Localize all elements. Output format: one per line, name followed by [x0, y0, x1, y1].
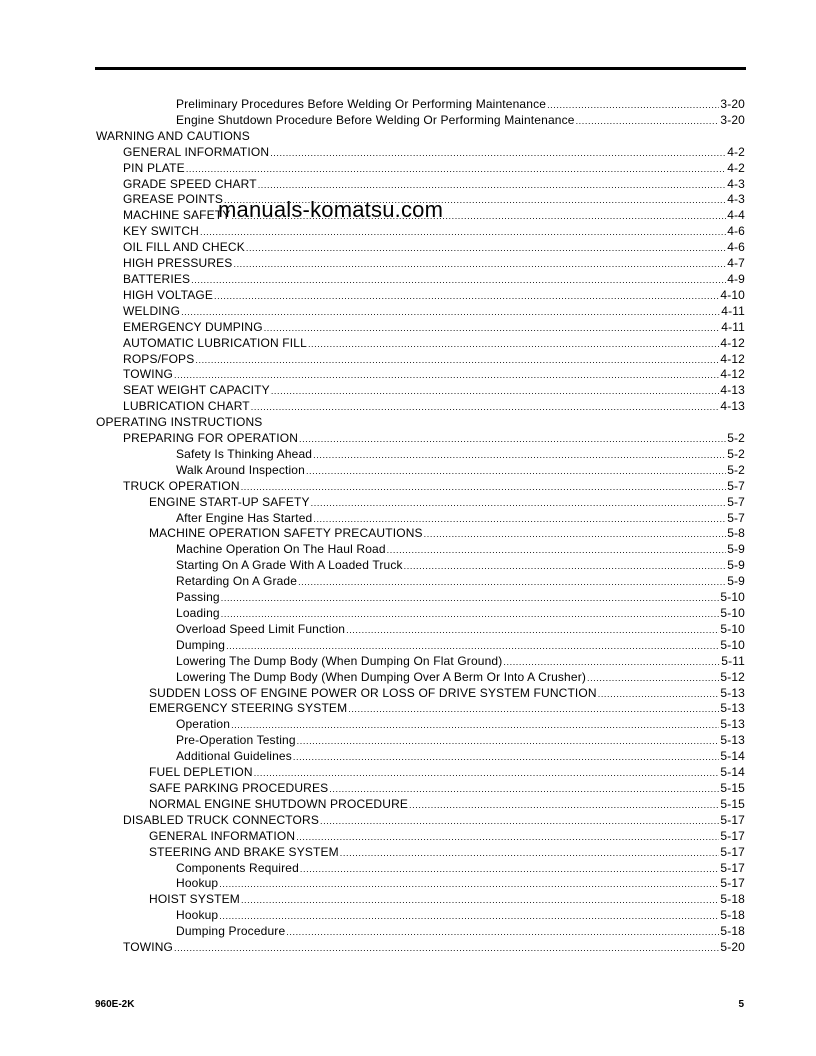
toc-entry-title: TRUCK OPERATION [123, 478, 240, 493]
dot-leader [241, 479, 727, 496]
toc-entry-page: 4-11 [721, 319, 745, 334]
dot-leader [219, 908, 719, 925]
toc-entry[interactable] [96, 590, 745, 606]
dot-leader [340, 845, 720, 862]
toc-entry-page: 4-2 [727, 144, 745, 159]
toc-entry-title: Dumping [176, 637, 226, 652]
dot-leader [311, 495, 727, 512]
toc-entry[interactable] [96, 479, 745, 495]
dot-leader [293, 749, 719, 766]
toc-entry-page: 4-12 [720, 335, 745, 350]
toc-entry-page: 5-7 [727, 510, 745, 525]
toc-entry-title: SUDDEN LOSS OF ENGINE POWER OR LOSS OF DRIVE SYSTEM FUNCTION [149, 685, 597, 700]
toc-entry[interactable] [96, 272, 745, 288]
toc-entry-title: Walk Around Inspection [176, 462, 305, 477]
toc-entry-page: 5-18 [720, 908, 745, 923]
toc-entry[interactable] [96, 574, 745, 590]
toc-entry[interactable] [96, 431, 745, 447]
toc-entry[interactable] [96, 542, 745, 558]
toc-entry-page: 5-2 [727, 431, 745, 446]
toc-entry[interactable] [96, 797, 745, 813]
toc-entry-page: 5-2 [727, 446, 745, 461]
toc-entry-title: SEAT WEIGHT CAPACITY [123, 383, 270, 398]
dot-leader [346, 622, 719, 639]
toc-entry-title: KEY SWITCH [123, 224, 199, 239]
toc-entry-title: WARNING AND CAUTIONS [96, 128, 250, 143]
toc-entry-page: 5-7 [727, 494, 745, 509]
dot-leader [200, 224, 726, 241]
dot-leader [233, 256, 726, 273]
toc-entry-page: 5-9 [727, 558, 745, 573]
toc-entry[interactable] [96, 622, 745, 638]
toc-entry[interactable] [96, 177, 745, 193]
toc-entry[interactable] [96, 336, 745, 352]
toc-entry-title: Components Required [176, 860, 299, 875]
toc-section-heading [96, 129, 745, 145]
footer-page-number: 5 [738, 999, 744, 1010]
watermark: manuals-komatsu.com [218, 197, 444, 222]
dot-leader [313, 447, 726, 464]
dot-leader [576, 113, 720, 130]
toc-entry-title: OPERATING INSTRUCTIONS [96, 415, 263, 430]
dot-leader [264, 320, 721, 337]
toc-entry-title: STEERING AND BRAKE SYSTEM [149, 844, 339, 859]
toc-entry-title: FUEL DEPLETION [149, 765, 253, 780]
toc-entry-page: 4-12 [720, 367, 745, 382]
toc-entry-page: 4-6 [727, 240, 745, 255]
toc-entry[interactable] [96, 765, 745, 781]
toc-entry[interactable] [96, 701, 745, 717]
toc-entry[interactable] [96, 892, 745, 908]
dot-leader [424, 526, 727, 543]
toc-entry[interactable] [96, 749, 745, 765]
toc-entry-title: PIN PLATE [123, 160, 185, 175]
toc-entry[interactable] [96, 97, 745, 113]
toc-entry-title: Preliminary Procedures Before Welding Or Performing Maintenance [176, 97, 547, 111]
dot-leader [308, 336, 719, 353]
dot-leader [270, 145, 726, 162]
toc-entry-title: Engine Shutdown Procedure Before Welding Or Performing Maintenance [176, 112, 575, 127]
toc-entry[interactable] [96, 463, 745, 479]
toc-entry-title: Safety Is Thinking Ahead [176, 446, 313, 461]
dot-leader [174, 940, 719, 957]
dot-leader [174, 367, 719, 384]
toc-entry[interactable] [96, 876, 745, 892]
dot-leader [306, 463, 726, 480]
dot-leader [296, 829, 719, 846]
toc-entry-title: DISABLED TRUCK CONNECTORS [123, 812, 320, 827]
toc-entry-page: 5-17 [720, 844, 745, 859]
toc-section-heading [96, 415, 745, 431]
dot-leader [251, 399, 720, 416]
table-of-contents [96, 97, 745, 956]
dot-leader [286, 924, 719, 941]
toc-entry-page: 4-6 [727, 224, 745, 239]
toc-entry-title: NORMAL ENGINE SHUTDOWN PROCEDURE [149, 796, 409, 811]
toc-entry-title: Starting On A Grade With A Loaded Truck [176, 558, 403, 573]
toc-entry-page: 4-2 [727, 160, 745, 175]
dot-leader [298, 574, 726, 591]
toc-entry-page: 5-14 [720, 749, 745, 764]
toc-entry-title: Hookup [176, 908, 219, 923]
toc-entry[interactable] [96, 845, 745, 861]
toc-entry-title: GENERAL INFORMATION [149, 828, 296, 843]
toc-entry[interactable] [96, 447, 745, 463]
toc-entry[interactable] [96, 304, 745, 320]
toc-entry-title: GREASE POINTS [123, 192, 223, 207]
toc-entry-page: 4-13 [720, 399, 745, 414]
toc-entry-title: MACHINE SAFETY [123, 208, 231, 223]
toc-entry[interactable] [96, 861, 745, 877]
toc-entry-page: 5-10 [720, 606, 745, 620]
dot-leader [598, 686, 720, 703]
toc-entry-title: Additional Guidelines [176, 749, 292, 764]
dot-leader [313, 511, 726, 528]
toc-entry[interactable] [96, 399, 745, 415]
dot-leader [221, 590, 720, 607]
toc-entry-page: 5-17 [720, 828, 745, 843]
toc-entry-title: TOWING [123, 940, 174, 955]
dot-leader [387, 542, 727, 559]
dot-leader [181, 304, 720, 321]
toc-entry-page: 4-13 [720, 383, 745, 398]
toc-entry-page: 5-9 [727, 542, 745, 557]
toc-entry-page: 5-17 [720, 876, 745, 891]
toc-entry-title: Loading [176, 606, 220, 620]
toc-entry-page: 4-10 [720, 287, 745, 302]
dot-leader [226, 638, 719, 655]
toc-entry[interactable] [96, 670, 745, 686]
toc-entry-title: TOWING [123, 367, 174, 382]
dot-leader [221, 606, 720, 623]
dot-leader [299, 431, 726, 448]
toc-entry-page: 5-17 [720, 860, 745, 875]
toc-entry[interactable] [96, 829, 745, 845]
toc-entry-title: AUTOMATIC LUBRICATION FILL [123, 335, 307, 350]
toc-entry[interactable] [96, 224, 745, 240]
dot-leader [320, 813, 719, 830]
dot-leader [547, 97, 719, 114]
toc-entry[interactable] [96, 113, 745, 129]
toc-entry-page: 3-20 [720, 112, 745, 127]
footer-model: 960E-2K [95, 999, 135, 1010]
header-rule [95, 67, 746, 70]
toc-entry-page: 5-14 [720, 765, 745, 780]
toc-entry-title: WELDING [123, 303, 181, 318]
toc-entry[interactable] [96, 686, 745, 702]
toc-entry-page: 5-11 [721, 653, 745, 668]
toc-entry-title: MACHINE OPERATION SAFETY PRECAUTIONS [149, 526, 423, 541]
toc-entry-title: SAFE PARKING PROCEDURES [149, 780, 329, 795]
toc-entry[interactable] [96, 320, 745, 336]
dot-leader [231, 717, 719, 734]
toc-entry-title: Dumping Procedure [176, 924, 286, 939]
toc-entry[interactable] [96, 717, 745, 733]
toc-entry-title: BATTERIES [123, 271, 191, 286]
toc-entry-page: 5-15 [720, 796, 745, 811]
dot-leader [329, 781, 719, 798]
toc-entry[interactable] [96, 638, 745, 654]
toc-entry[interactable] [96, 511, 745, 527]
toc-entry-page: 5-8 [727, 526, 745, 541]
toc-entry-title: ENGINE START-UP SAFETY [149, 494, 310, 509]
toc-entry-page: 5-9 [727, 574, 745, 589]
toc-entry[interactable] [96, 240, 745, 256]
toc-entry[interactable] [96, 495, 745, 511]
toc-entry[interactable] [96, 288, 745, 304]
dot-leader [300, 861, 719, 878]
toc-entry-page: 5-15 [720, 780, 745, 795]
toc-entry[interactable] [96, 367, 745, 383]
toc-entry[interactable] [96, 813, 745, 829]
toc-entry-title: Hookup [176, 876, 219, 891]
toc-entry-page: 5-13 [720, 717, 745, 732]
dot-leader [404, 558, 727, 575]
toc-entry-page: 5-18 [720, 924, 745, 939]
toc-entry-page: 5-17 [720, 812, 745, 827]
toc-entry-title: EMERGENCY DUMPING [123, 319, 263, 334]
toc-entry-title: GENERAL INFORMATION [123, 144, 270, 159]
toc-entry-page: 5-7 [727, 478, 745, 493]
dot-leader [254, 765, 720, 782]
toc-entry-page: 4-3 [727, 176, 745, 191]
dot-leader [587, 670, 719, 687]
toc-entry-page: 5-13 [720, 701, 745, 716]
toc-entry-page: 4-4 [727, 208, 745, 223]
dot-leader [186, 161, 726, 178]
toc-entry-page: 4-12 [720, 351, 745, 366]
toc-entry-title: EMERGENCY STEERING SYSTEM [149, 701, 348, 716]
toc-entry[interactable] [96, 924, 745, 940]
toc-entry-title: HIGH PRESSURES [123, 256, 233, 271]
toc-entry[interactable] [96, 940, 745, 956]
toc-entry-title: GRADE SPEED CHART [123, 176, 257, 191]
toc-entry-title: OIL FILL AND CHECK [123, 240, 245, 255]
toc-entry-title: Lowering The Dump Body (When Dumping Over A Berm Or Into A Crusher) [176, 669, 586, 684]
toc-entry-title: Lowering The Dump Body (When Dumping On Flat Ground) [176, 653, 503, 668]
dot-leader [191, 272, 726, 289]
toc-entry-page: 4-7 [727, 256, 745, 271]
toc-entry-title: Overload Speed Limit Function [176, 621, 346, 636]
dot-leader [297, 733, 720, 750]
toc-entry-page: 4-3 [727, 192, 745, 207]
toc-entry[interactable] [96, 145, 745, 161]
toc-entry-page: 5-20 [720, 940, 745, 955]
toc-entry-page: 5-2 [727, 462, 745, 477]
dot-leader [214, 288, 719, 305]
toc-entry[interactable] [96, 733, 745, 749]
toc-entry[interactable] [96, 161, 745, 177]
toc-entry[interactable] [96, 781, 745, 797]
dot-leader [258, 177, 727, 194]
toc-entry[interactable] [96, 526, 745, 542]
toc-entry[interactable] [96, 256, 745, 272]
toc-entry-title: Pre-Operation Testing [176, 733, 296, 748]
toc-entry-page: 4-9 [727, 271, 745, 286]
toc-entry[interactable] [96, 606, 745, 622]
dot-leader [219, 876, 719, 893]
toc-entry-title: After Engine Has Started [176, 510, 313, 525]
toc-entry[interactable] [96, 352, 745, 368]
toc-entry-title: LUBRICATION CHART [123, 399, 250, 414]
dot-leader [271, 383, 720, 400]
toc-entry-page: 5-13 [720, 685, 745, 700]
toc-entry-title: PREPARING FOR OPERATION [123, 431, 299, 446]
toc-entry-page: 5-10 [720, 590, 745, 605]
toc-entry[interactable] [96, 654, 745, 670]
dot-leader [241, 892, 719, 909]
toc-entry-page: 4-11 [721, 303, 745, 318]
toc-entry-title: Machine Operation On The Haul Road [176, 542, 386, 557]
toc-entry[interactable] [96, 558, 745, 574]
toc-entry-title: HOIST SYSTEM [149, 892, 240, 907]
toc-entry-page: 5-10 [720, 637, 745, 652]
dot-leader [503, 654, 720, 671]
toc-entry[interactable] [96, 908, 745, 924]
toc-entry-title: Passing [176, 590, 220, 605]
toc-entry-title: ROPS/FOPS [123, 351, 195, 366]
toc-entry-title: HIGH VOLTAGE [123, 287, 214, 302]
dot-leader [246, 240, 726, 257]
toc-entry-page: 3-20 [720, 97, 745, 111]
dot-leader [348, 701, 719, 718]
toc-entry-page: 5-12 [720, 669, 745, 684]
toc-entry-page: 5-18 [720, 892, 745, 907]
toc-entry-title: Retarding On A Grade [176, 574, 298, 589]
toc-entry-title: Operation [176, 717, 231, 732]
dot-leader [195, 352, 719, 369]
toc-entry-page: 5-10 [720, 621, 745, 636]
toc-entry-page: 5-13 [720, 733, 745, 748]
toc-entry[interactable] [96, 383, 745, 399]
dot-leader [409, 797, 719, 814]
